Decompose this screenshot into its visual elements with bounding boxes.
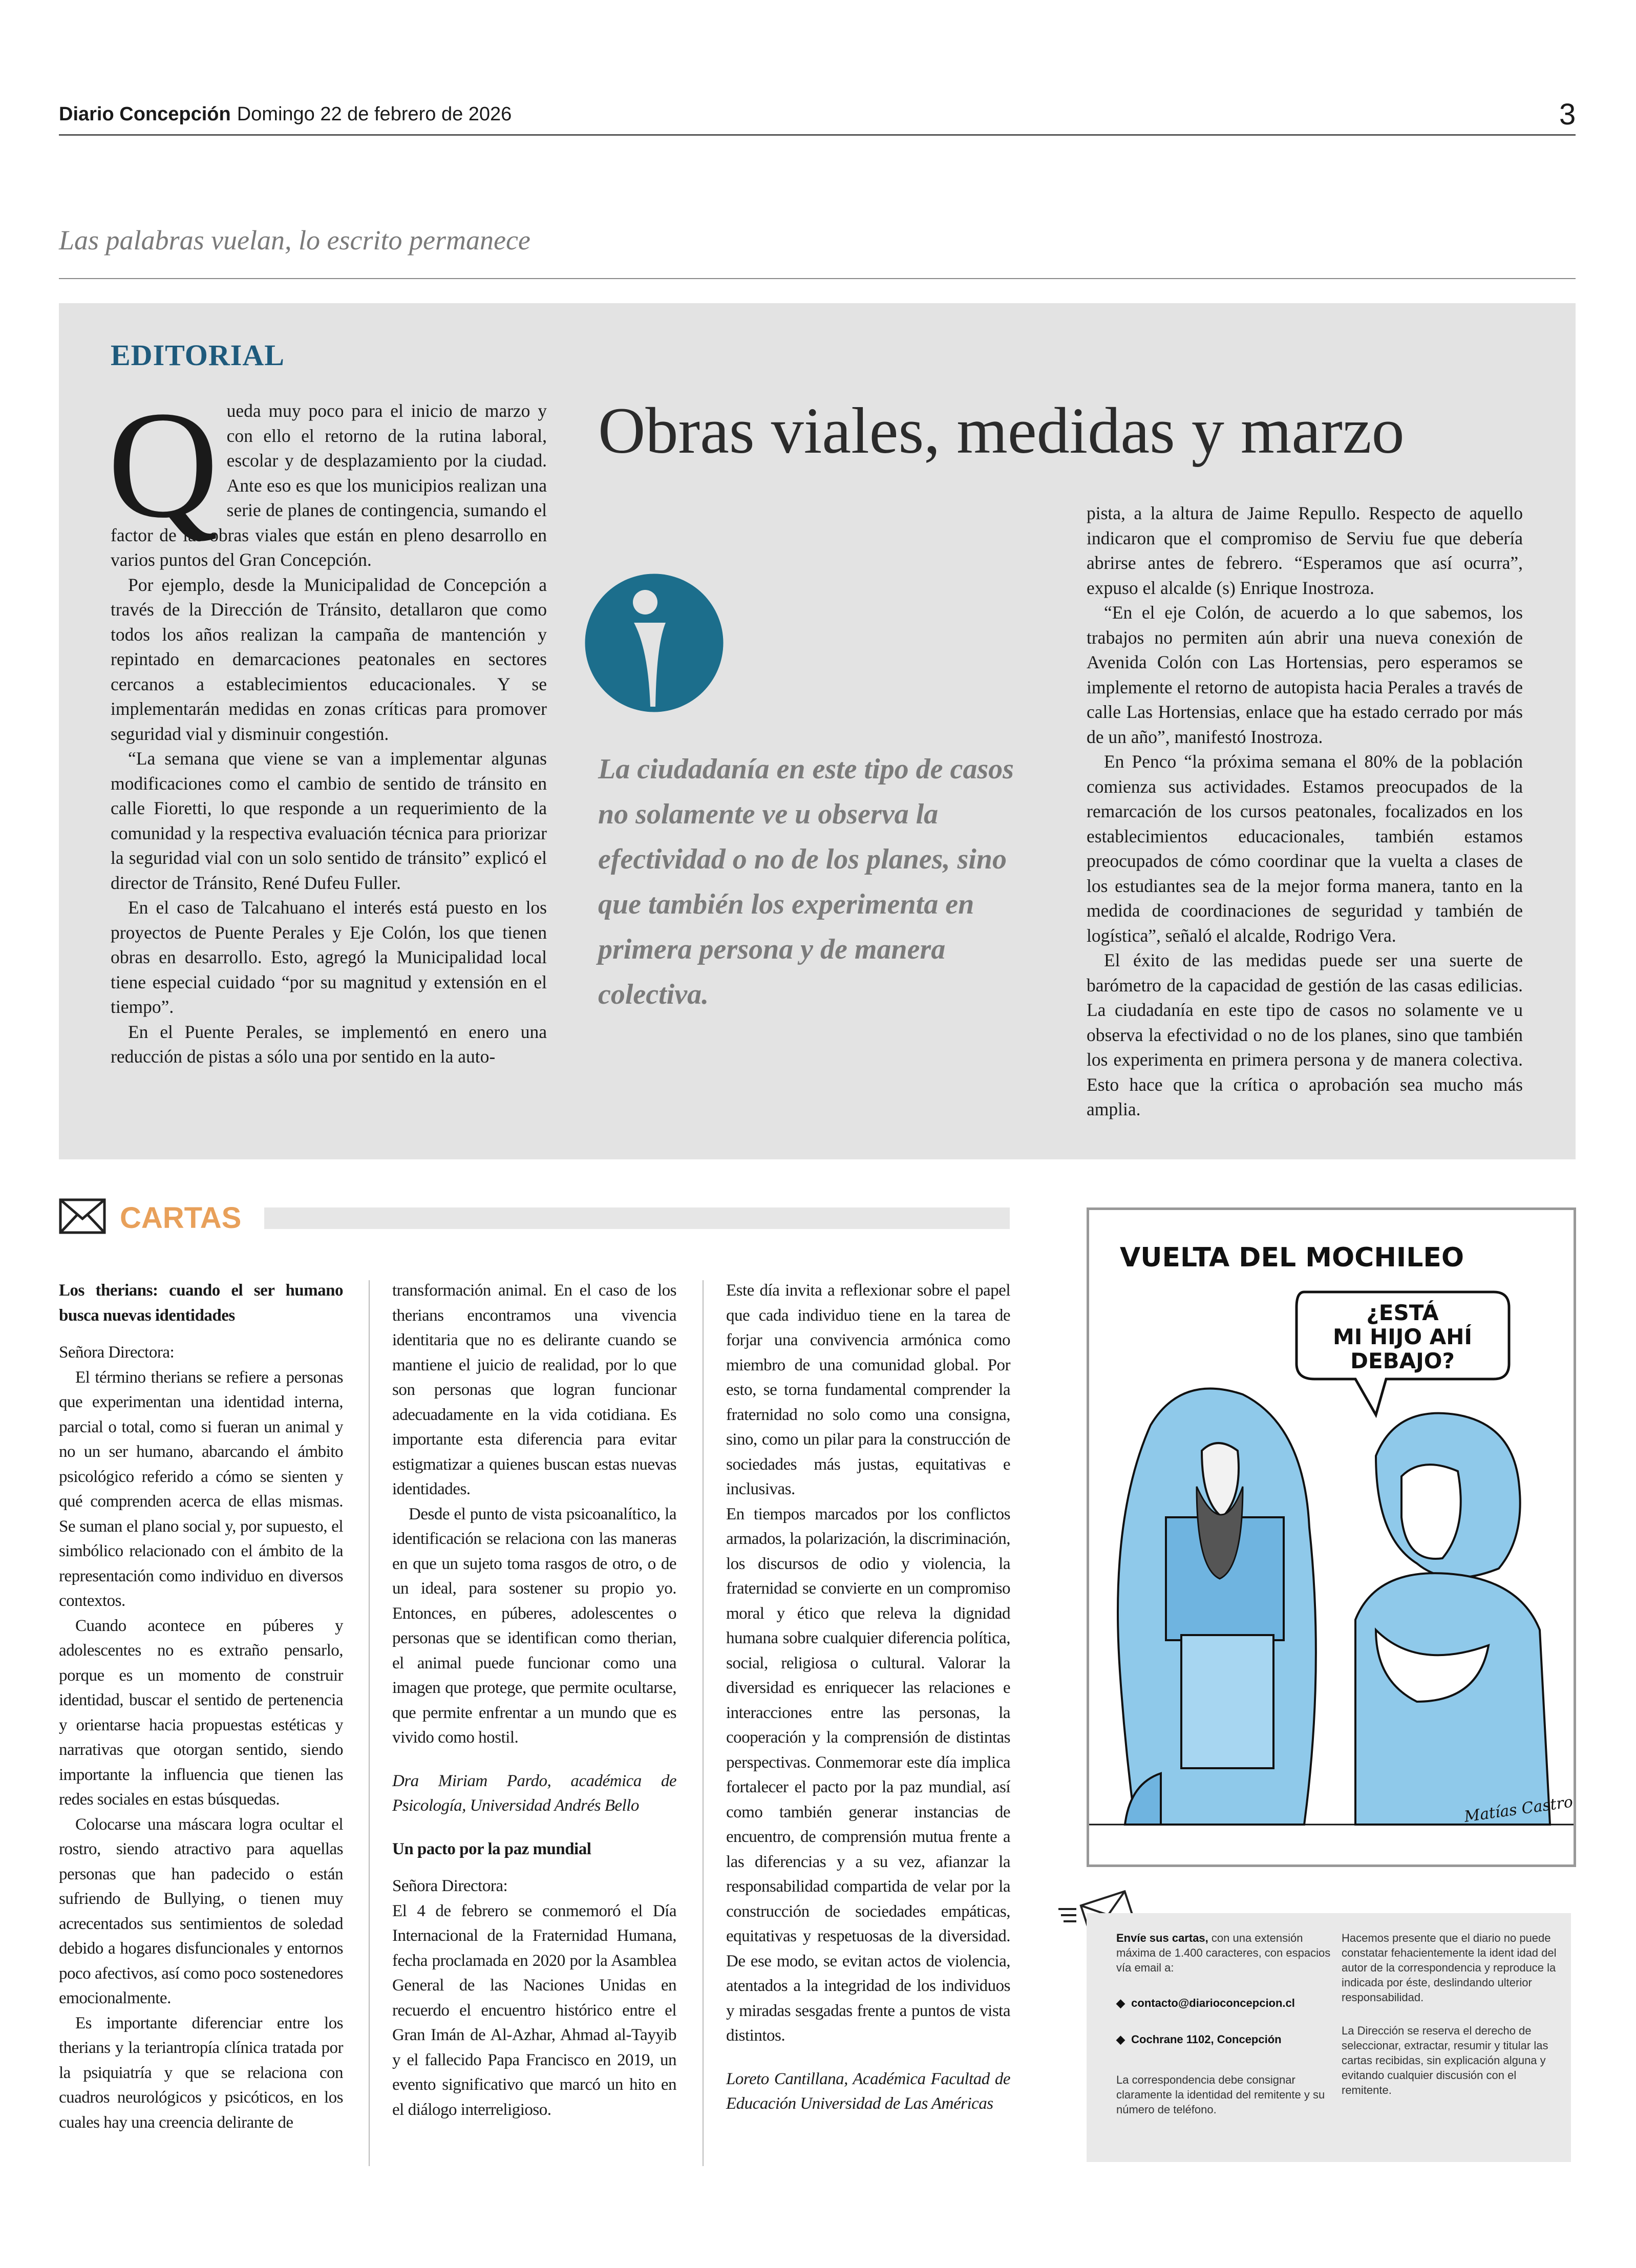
- masthead: [59, 103, 512, 125]
- page-number: 3: [1559, 98, 1576, 131]
- header-rule: [59, 134, 1576, 136]
- issue-date: Domingo 22 de febrero de 2026: [237, 103, 512, 125]
- newspaper-name: Diario Concepción: [59, 103, 231, 125]
- letter-salutation: Señora Directora:: [59, 1343, 175, 1362]
- editorial-paragraph: En Penco “la próxima semana el 80% de la población comienza sus actividades. Estamos preocupados de la remarcación de los cursos peatonales, focalizados en los establecimientos educacionales, también estamos preocupados de cómo coordinar que la vuelta a clases de los estudiantes sea de la mejor forma manera, tanto en la medida de coordinaciones de seguridad y también de logística”, señaló el alcalde, Rodrigo Vera.: [1087, 751, 1523, 946]
- bubble-line: ¿ESTÁ: [1366, 1300, 1439, 1325]
- cartas-bar: [264, 1207, 1010, 1229]
- letter-paragraph: Es importante diferenciar entre los therians y la teriantropía clínica tratada por la psiquiatría y que se relaciona con cuadros neurológicos y psicóticos, en los cuales hay una creencia delirante de: [59, 2013, 343, 2132]
- bubble-line: DEBAJO?: [1350, 1348, 1455, 1373]
- drop-cap: Q: [108, 379, 219, 549]
- info-lead: Envíe sus cartas, con una extensión máxima de 1.400 caracteres, con espacios vía email a:: [1116, 1932, 1331, 1974]
- info-rights: La Dirección se reserva el derecho de seleccionar, extractar, resumir y titular las cartas recibidas, sin explicación alguna y evitando cualquier discusión con el remitente.: [1342, 2024, 1548, 2096]
- letters-column-1: [59, 1278, 343, 2135]
- editorial-title: Obras viales, medidas y marzo: [598, 394, 1405, 467]
- letter-paragraph: El término therians se refiere a personas que experimentan una identidad interna, parcial o total, como si fueran un animal y no un ser humano, abarcando el ámbito psicológico referido a cómo se sienten y qué comprenden acerca de ellas mismas. Se suman el plano social y, por supuesto, el simbólico relacionado con el ámbito de la representación como individuo en diversos contextos.: [59, 1368, 343, 1610]
- info-address: ◆ Cochrane 1102, Concepción: [1116, 2033, 1282, 2046]
- cartas-label: CARTAS: [120, 1201, 242, 1235]
- letter-title: Los therians: cuando el ser humano busca nuevas identidades: [59, 1281, 343, 1325]
- editorial-paragraph: El éxito de las medidas puede ser una suerte de barómetro de la capacidad de gestión de las casas edilicias. La ciudadanía en este tipo de casos no solamente ve u observa la efectividad o no de los planes, sino que también los experimenta en primera persona y de manera colectiva. Esto hace que la crítica o aprobación sea mucho más amplia.: [1087, 950, 1523, 1119]
- column-divider: [703, 1280, 704, 2166]
- editorial-column-3: [1087, 501, 1523, 1122]
- editorial-paragraph: “La semana que viene se van a implementar algunas modificaciones como el cambio de sentido de tránsito en calle Fioretti, lo que responde a un requerimiento de la comunidad y la respectiva evaluación técnica para priorizar la seguridad vial con un solo sentido de tránsito” explicó el director de Tránsito, René Dufeu Fuller.: [111, 748, 547, 893]
- info-icon: [584, 573, 725, 713]
- letter-paragraph: transformación animal. En el caso de los therians encontramos una vivencia identitaria que no es delirante cuando se mantiene el juicio de realidad, por lo que son personas que logran funcionar adecuadamente en la vida cotidiana. Es importante esta diferencia para evitar estigmatizar a quienes buscan estas nuevas identidades.: [392, 1281, 676, 1498]
- letter-paragraph: Colocarse una máscara logra ocultar el rostro, siendo atractivo para aquellas personas que han padecido o están sufriendo de Bullying, o tienen muy acrecentados sus sentimientos de soledad debido a hogares disfuncionales y entornos poco afectivos, así como poco sostenedores emocionalmente.: [59, 1815, 343, 2007]
- letter-paragraph: Cuando acontece en púberes y adolescentes no es extraño pensarlo, porque es un momento de construir identidad, buscar el sentido de pertenencia y orientarse hacia propuestas estéticas y narrativas que otorgan sentido, siendo importante la influencia que tienen las redes sociales en estas búsquedas.: [59, 1616, 343, 1809]
- editorial-label: EDITORIAL: [111, 338, 285, 372]
- cartoon-title: VUELTA DEL MOCHILEO: [1120, 1242, 1464, 1273]
- letter-paragraph: Este día invita a reflexionar sobre el papel que cada individuo tiene en la tarea de forjar una convivencia armónica como miembro de una comunidad global. Por esto, se torna fundamental comprender la fraternidad no solo como una consigna, sino, como un pilar para la construcción de sociedades más justas, equitativas e inclusivas.: [726, 1281, 1010, 1498]
- letter-paragraph: En tiempos marcados por los conflictos armados, la polarización, la discriminación, los discursos de odio y violencia, la fraternidad se convierte en un compromiso moral y ético que releva la dignidad humana sobre cualquier diferencia política, social, religiosa o cultural. Valorar la diversidad es enriquecer las relaciones e interacciones entre las personas, la cooperación y la comprensión de distintas perspectivas. Conmemorar este día implica fortalecer el pacto por la paz mundial, así como también generar instancias de encuentro, de comprensión mutua frente a las diferencias y a su vez, afianzar la responsabilidad compartida de velar por la construcción de sociedades empáticas, equitativas y respetuosas de la diversidad. De ese modo, se evitan actos de violencia, atentados a la integridad de los individuos y miradas sesgadas frente a puntos de vista distintos.: [726, 1504, 1010, 2045]
- letter-paragraph: El 4 de febrero se conmemoró el Día Internacional de la Fraternidad Humana, fecha proclamada en 2020 por la Asamblea General de las Naciones Unidas en recuerdo el encuentro histórico entre el Gran Imán de Al-Azhar, Ahmad al-Tayyib y el fallecido Papa Francisco en 2019, un evento significativo que marcó un hito en el diálogo interreligioso.: [392, 1901, 676, 2119]
- letter-paragraph: Desde el punto de vista psicoanalítico, la identificación se relaciona con las maneras en que un sujeto toma rasgos de otro, o de un ideal, para sostener su propio yo. Entonces, en púberes, adolescentes o personas que se identifican como therian, el animal puede funcionar como una imagen que protege, que permite ocultarse, que permite enfrentar a un mundo que es vivido como hostil.: [392, 1504, 676, 1747]
- editorial-paragraph: Por ejemplo, desde la Municipalidad de Concepción a través de la Dirección de Tránsito, detallaron que como todos los años realizan la campaña de mantención y repintado en demarcaciones peatonales en sectores cercanos a establecimientos educacionales. Y se implementarán medidas en zonas críticas para promover seguridad vial y disminuir congestión.: [111, 574, 547, 744]
- cartoon-frame: [1087, 1207, 1576, 1867]
- mother-figure: [1355, 1413, 1550, 1825]
- editorial-paragraph: “En el eje Colón, de acuerdo a lo que sabemos, los trabajos no permiten aún abrir una nueva conexión de Avenida Colón con Las Hortensias, pero esperamos se implemente el retorno de autopista hacia Perales a través de calle Las Hortensias, enlace que ha estado cerrado por más de un año”, manifestó Inostroza.: [1087, 602, 1523, 747]
- cartoon-signature: Matías Castro: [1463, 1793, 1574, 1826]
- column-divider: [369, 1280, 370, 2166]
- letter-signature: Loreto Cantillana, Académica Facultad de Educación Universidad de Las Américas: [726, 2069, 1010, 2113]
- envelope-icon: [59, 1198, 106, 1234]
- letters-column-2: [392, 1278, 676, 2122]
- cartoon-illustration: [1089, 1210, 1574, 1864]
- editorial-paragraph: En el caso de Talcahuano el interés está puesto en los proyectos de Puente Perales y Eje Colón, los que tienen obras en desarrollo. Esto, agregó la Municipalidad local tiene especial cuidado “por su magnitud y extensión en el tiempo”.: [111, 897, 547, 1017]
- backpacker-figure: [1118, 1389, 1316, 1825]
- info-disclaimer: Hacemos presente que el diario no puede constatar fehacientemente la ident idad del autor de la correspondencia y reproduce la indicada por éste, deslindando ulterior responsabilidad.: [1342, 1932, 1557, 2004]
- editorial-column-1: [108, 379, 547, 1069]
- letter-signature: Dra Miriam Pardo, académica de Psicología, Universidad Andrés Bello: [392, 1771, 676, 1815]
- bubble-line: MI HIJO AHÍ: [1332, 1324, 1473, 1349]
- editorial-paragraph: ueda muy poco para el inicio de marzo y con ello el retorno de la rutina laboral, escolar y de desplazamiento por la ciudad. Ante eso es que los municipios realizan una serie de planes de contingencia, sumando el factor de las obras viales que están en pleno desarrollo en varios puntos del Gran Concepción.: [111, 400, 547, 570]
- info-email[interactable]: ◆ contacto@diarioconcepcion.cl: [1116, 1997, 1295, 2009]
- letters-column-3: [726, 1278, 1010, 2116]
- info-note: La correspondencia debe consignar claramente la identidad del remitente y su número de teléfono.: [1116, 2073, 1325, 2116]
- info-right-column: [1342, 1931, 1557, 2097]
- info-left-column: [1116, 1931, 1336, 2117]
- letter-title: Un pacto por la paz mundial: [392, 1839, 591, 1858]
- motto-rule: [59, 278, 1576, 279]
- editorial-paragraph: pista, a la altura de Jaime Repullo. Respecto de aquello indicaron que el compromiso de Serviu fue que debería abrirse antes de febrero. “Esperamos que así ocurra”, expuso el alcalde (s) Enrique Inostroza.: [1087, 503, 1523, 598]
- letter-salutation: Señora Directora:: [392, 1877, 508, 1895]
- section-motto: Las palabras vuelan, lo escrito permanece: [59, 225, 530, 256]
- editorial-pull-quote: La ciudadanía en este tipo de casos no solamente ve u observa la efectividad o no de los planes, sino que también los experimenta en primera persona y de manera colectiva.: [598, 753, 1014, 1010]
- editorial-paragraph: En el Puente Perales, se implementó en enero una reducción de pistas a sólo una por sentido en la auto-: [111, 1021, 547, 1067]
